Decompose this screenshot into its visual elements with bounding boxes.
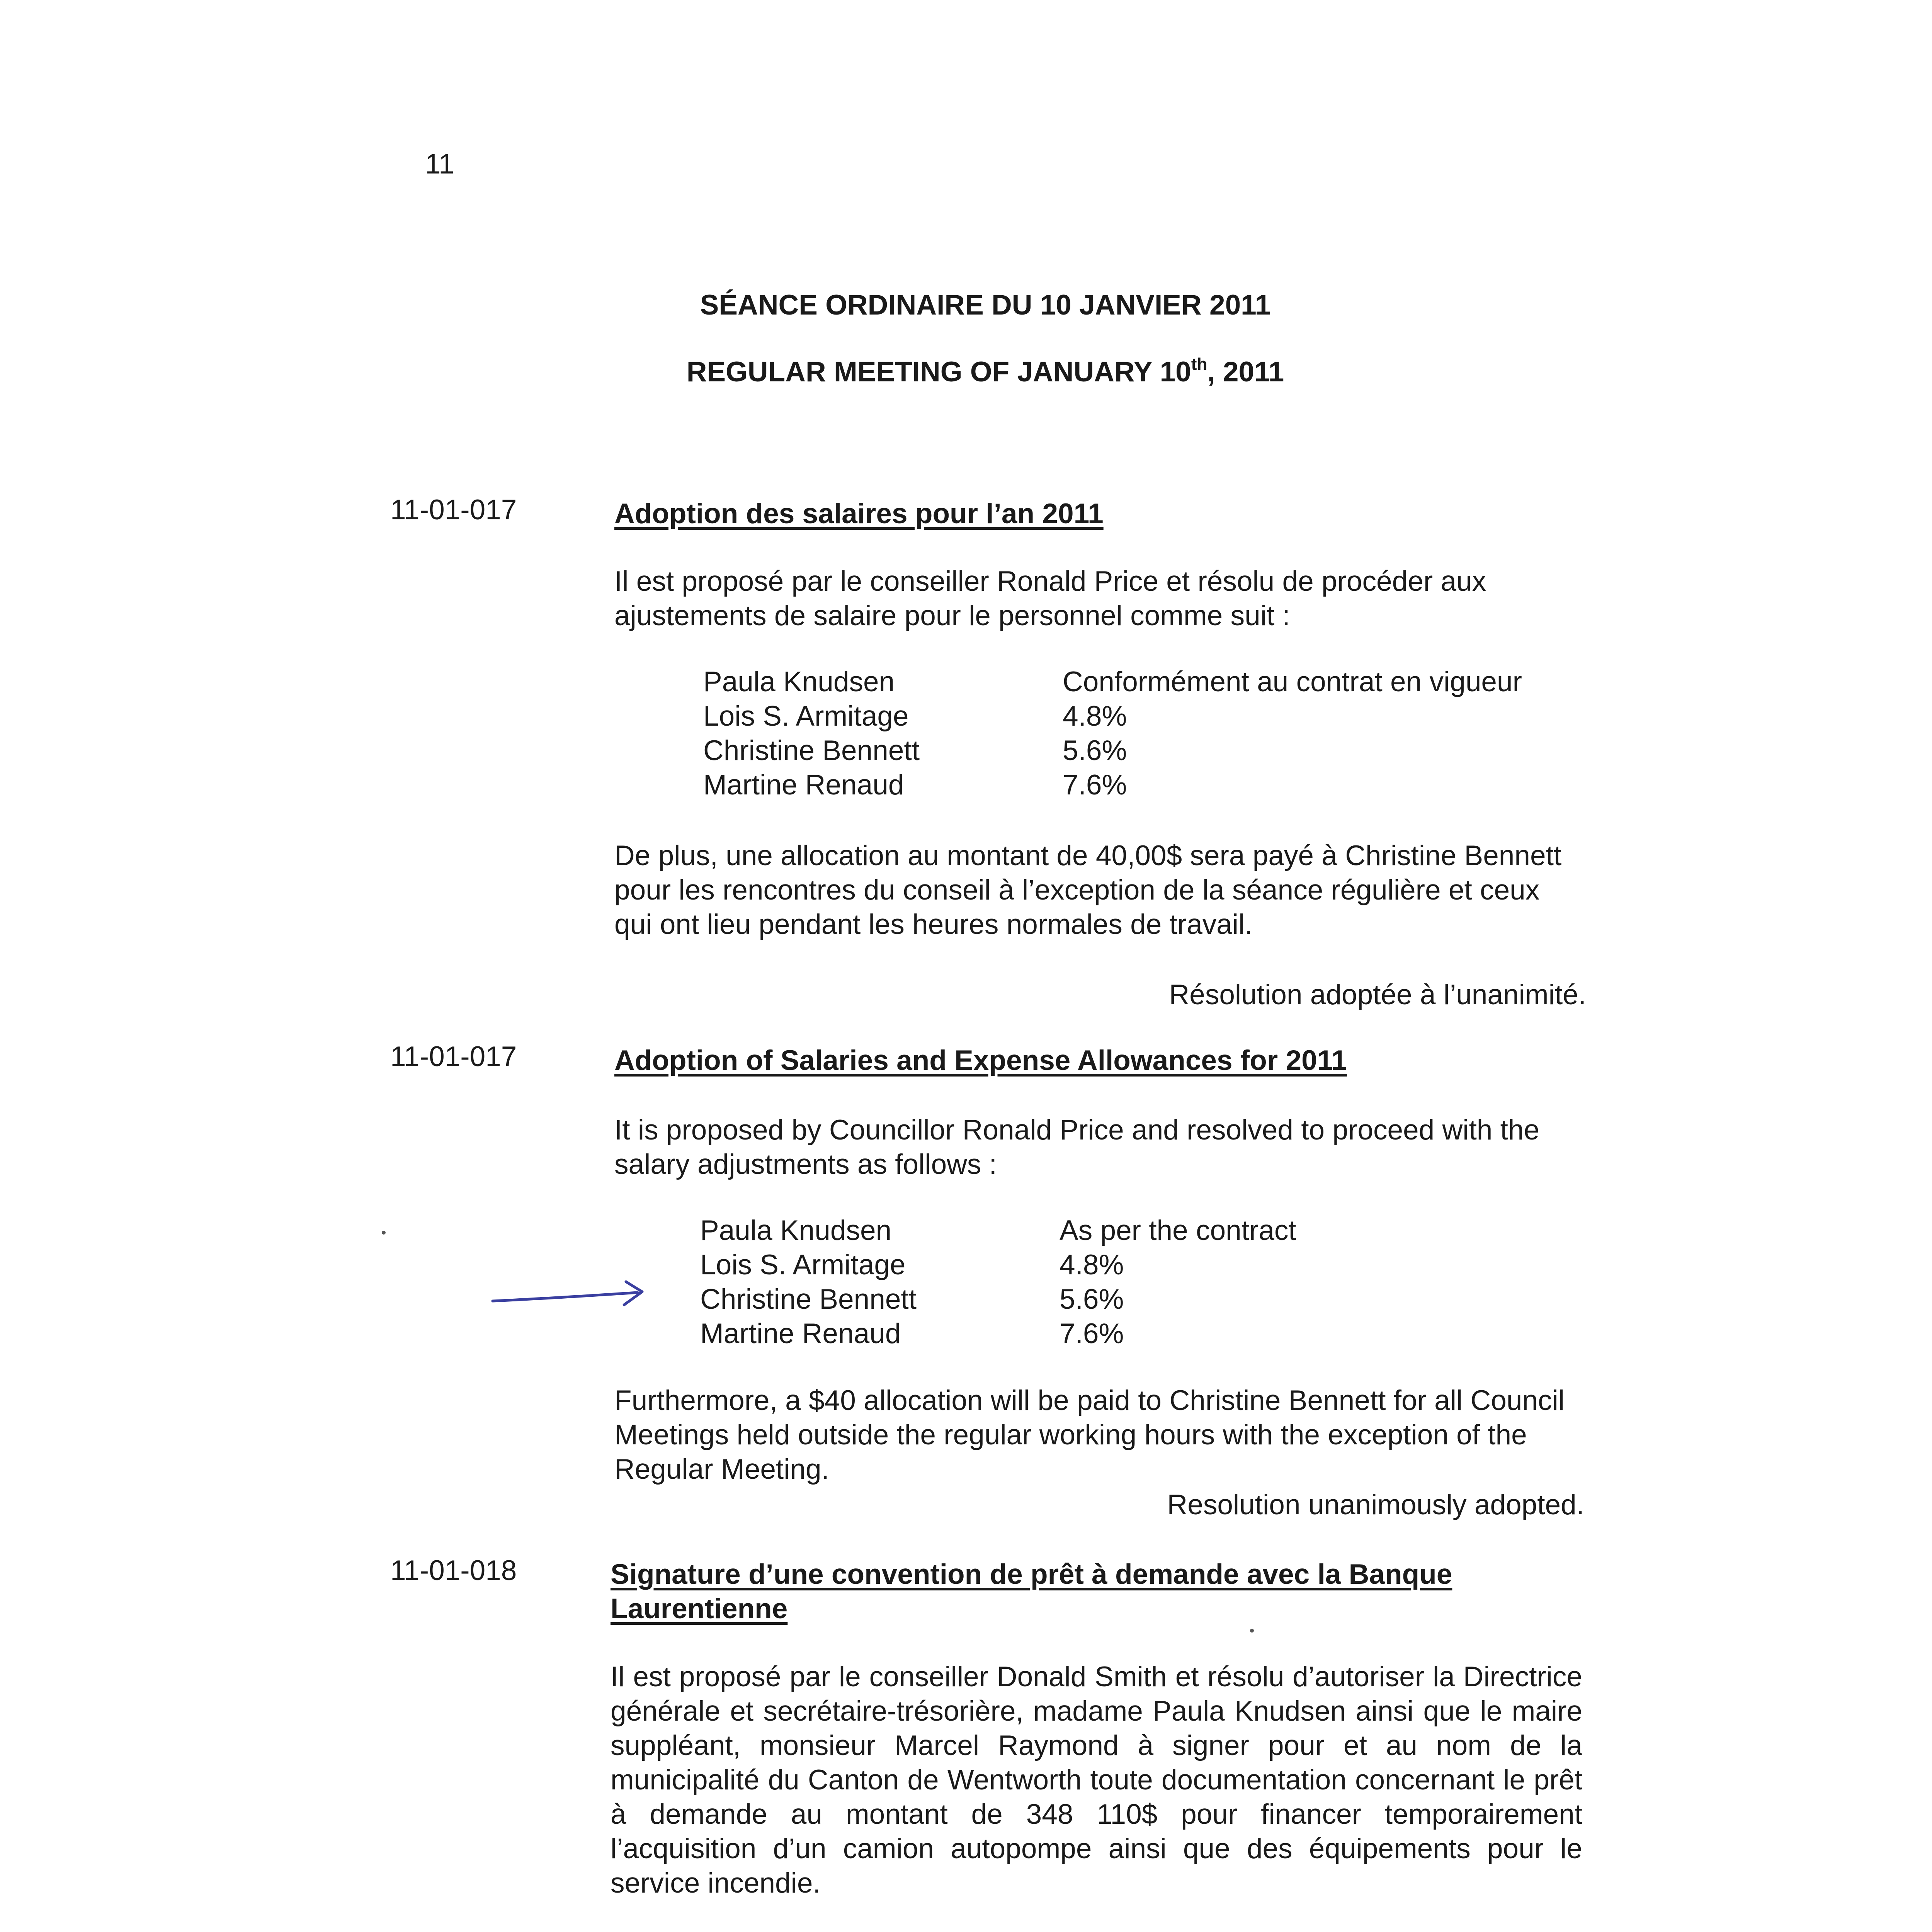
staff-name: Christine Bennett — [703, 735, 920, 766]
resolution-title: Adoption of Salaries and Expense Allowances for 2011 — [614, 1045, 1347, 1076]
staff-adjustment: 7.6% — [1063, 769, 1127, 801]
staff-name: Martine Renaud — [700, 1318, 901, 1349]
header-english — [0, 355, 1932, 389]
adoption-statement: Résolution adoptée à l’unanimité. — [1169, 979, 1586, 1010]
salary-row — [703, 699, 1522, 733]
header-english-superscript: th — [1191, 355, 1208, 374]
staff-adjustment: 5.6% — [1060, 1284, 1124, 1315]
staff-name: Lois S. Armitage — [700, 1249, 906, 1281]
resolution-text: Il est proposé par le conseiller Donald Smith et résolu d’autoriser la Directrice générale et secrétaire-trésorière, madame Paula Knudsen ainsi que le maire suppléant, monsieur Marcel Raymond à signer pour et au nom de la municipalité du Canton de Wentworth toute documentation concernant le prêt à demande au montant de 348 110$ pour financer temporairement l’acquisition d’un camion autopompe ainsi que des équipements pour le service incendie. — [611, 1661, 1582, 1899]
salary-table — [703, 665, 1522, 802]
staff-adjustment: 4.8% — [1060, 1249, 1124, 1281]
header-english-main: REGULAR MEETING OF JANUARY 10 — [686, 356, 1191, 388]
salary-table — [700, 1213, 1296, 1351]
staff-name: Christine Bennett — [700, 1284, 917, 1315]
resolution-note: De plus, une allocation au montant de 40,00$ sera payé à Christine Bennett pour les rencontres du conseil à l’exception de la séance régulière et ceux qui ont lieu pendant les heures normales de travail. — [614, 840, 1562, 940]
staff-name: Paula Knudsen — [700, 1215, 892, 1246]
scan-speck — [382, 1231, 386, 1235]
resolution-number: 11-01-017 — [390, 494, 517, 526]
staff-name: Martine Renaud — [703, 769, 904, 801]
salary-row — [703, 733, 1522, 768]
scan-speck — [1250, 1629, 1254, 1633]
resolution-title: Signature d’une convention de prêt à demande avec la Banque Laurentienne — [611, 1559, 1452, 1624]
header-english-year: , 2011 — [1207, 356, 1284, 388]
staff-adjustment: As per the contract — [1060, 1215, 1296, 1246]
staff-adjustment: 7.6% — [1060, 1318, 1124, 1349]
salary-row — [700, 1316, 1296, 1351]
salary-row — [700, 1248, 1296, 1282]
staff-name: Lois S. Armitage — [703, 701, 909, 732]
salary-row — [700, 1213, 1296, 1248]
resolution-text: It is proposed by Councillor Ronald Price and resolved to proceed with the salary adjustments as follows : — [614, 1114, 1540, 1180]
header-french: SÉANCE ORDINAIRE DU 10 JANVIER 2011 — [700, 289, 1271, 321]
resolution-number: 11-01-017 — [390, 1041, 517, 1072]
staff-adjustment: 4.8% — [1063, 701, 1127, 732]
resolution-text: Il est proposé par le conseiller Ronald Price et résolu de procéder aux ajustements de salaire pour le personnel comme suit : — [614, 566, 1486, 631]
staff-adjustment: 5.6% — [1063, 735, 1127, 766]
resolution-title: Adoption des salaires pour l’an 2011 — [614, 498, 1104, 529]
salary-row — [703, 768, 1522, 802]
resolution-number: 11-01-018 — [390, 1555, 517, 1586]
resolution-note: Furthermore, a $40 allocation will be paid to Christine Bennett for all Council Meetings held outside the regular working hours with the exception of the Regular Meeting. — [614, 1385, 1565, 1485]
salary-row — [703, 665, 1522, 699]
adoption-statement: Resolution unanimously adopted. — [1167, 1489, 1584, 1520]
handwritten-arrow-icon — [491, 1277, 653, 1312]
salary-row — [700, 1282, 1296, 1316]
staff-adjustment: Conformément au contrat en vigueur — [1063, 666, 1522, 697]
page-number: 11 — [425, 148, 454, 180]
staff-name: Paula Knudsen — [703, 666, 895, 697]
